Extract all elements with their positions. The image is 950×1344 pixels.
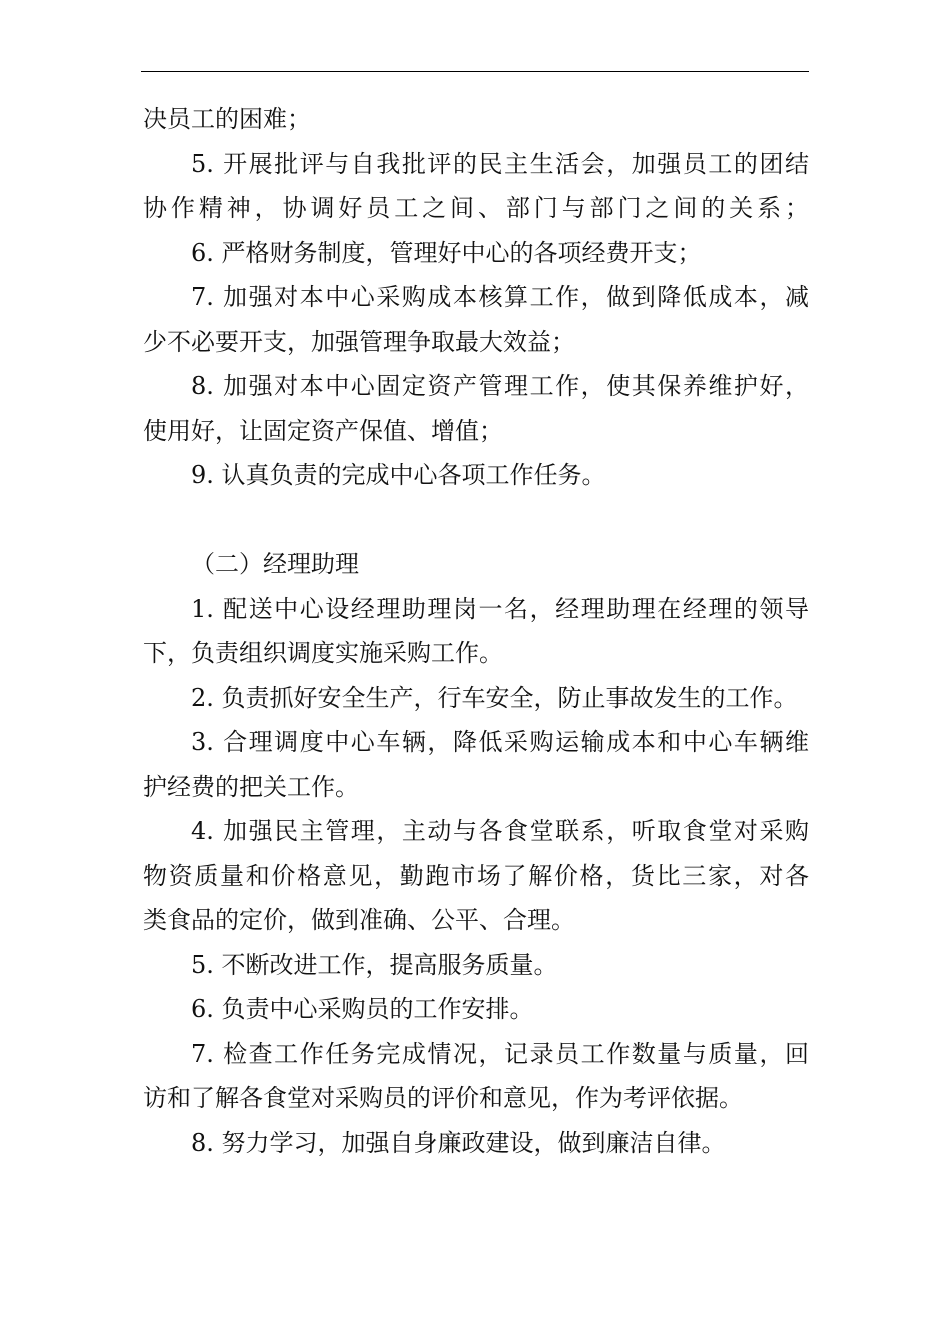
- assistant-item-4-line-2: 物资质量和价格意见，勤跑市场了解价格，货比三家，对各: [143, 861, 809, 890]
- list-item-6: 6. 严格财务制度，管理好中心的各项经费开支；: [191, 238, 702, 267]
- document-body: [143, 97, 809, 1165]
- assistant-item-5: 5. 不断改进工作，提高服务质量。: [191, 950, 558, 979]
- assistant-item-7-line-1: 7. 检查工作任务完成情况，记录员工作数量与质量，回: [191, 1039, 809, 1068]
- list-item-8-line-2: 使用好，让固定资产保值、增值；: [143, 416, 503, 445]
- assistant-item-6: 6. 负责中心采购员的工作安排。: [191, 995, 534, 1023]
- continuation-line: 决员工的困难；: [143, 105, 311, 133]
- assistant-item-4-line-1: 4. 加强民主管理，主动与各食堂联系，听取食堂对采购: [191, 817, 809, 845]
- assistant-item-3-line-1: 3. 合理调度中心车辆，降低采购运输成本和中心车辆维: [191, 728, 809, 756]
- list-item-9: 9. 认真负责的完成中心各项工作任务。: [191, 461, 606, 489]
- header-rule: [141, 71, 809, 72]
- list-item-7-line-2: 少不必要开支，加强管理争取最大效益；: [143, 327, 575, 356]
- assistant-item-4-line-3: 类食品的定价，做到准确、公平、合理。: [143, 906, 575, 934]
- assistant-item-2: 2. 负责抓好安全生产，行车安全，防止事故发生的工作。: [191, 683, 798, 712]
- paragraph-spacer: [143, 498, 809, 543]
- section-heading: （二）经理助理: [191, 550, 359, 578]
- list-item-5-line-1: 5. 开展批评与自我批评的民主生活会，加强员工的团结: [191, 149, 809, 178]
- list-item-5-line-2: 协作精神，协调好员工之间、部门与部门之间的关系；: [143, 194, 809, 222]
- list-item-7-line-1: 7. 加强对本中心采购成本核算工作，做到降低成本，减: [191, 283, 809, 311]
- assistant-item-1-line-1: 1. 配送中心设经理助理岗一名，经理助理在经理的领导: [191, 594, 809, 623]
- assistant-item-1-line-2: 下，负责组织调度实施采购工作。: [143, 639, 503, 667]
- assistant-item-8: 8. 努力学习，加强自身廉政建设，做到廉洁自律。: [191, 1128, 726, 1157]
- assistant-item-3-line-2: 护经费的把关工作。: [143, 772, 359, 801]
- list-item-8-line-1: 8. 加强对本中心固定资产管理工作，使其保养维护好，: [191, 372, 809, 400]
- assistant-item-7-line-2: 访和了解各食堂对采购员的评价和意见，作为考评依据。: [143, 1084, 743, 1112]
